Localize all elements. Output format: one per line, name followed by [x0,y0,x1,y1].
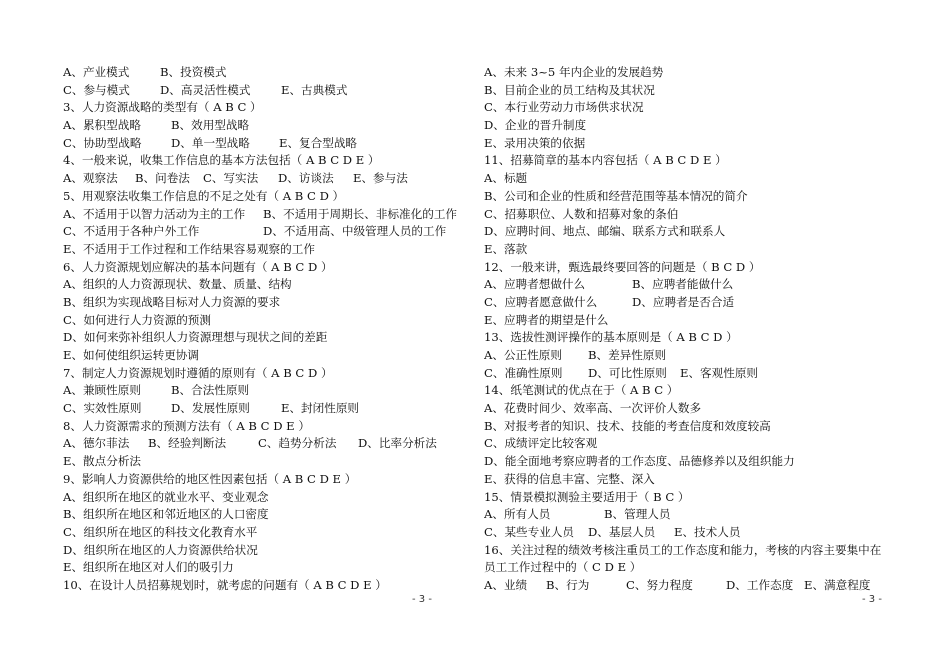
option-item: A、所有人员 [484,507,551,522]
option-item: B、应聘者能做什么 [632,277,734,292]
text-line: 8、人力资源需求的预测方法有（ A B C D E ） [63,418,310,433]
left-column-line [63,276,473,294]
text-line: 10、在设计人员招募规划时，就考虑的问题有（ A B C D E ） [63,577,387,592]
text-line: A、组织所在地区的就业水平、变业观念 [63,489,269,504]
text-line: 4、一般来说，收集工作信息的基本方法包括（ A B C D E ） [63,153,380,168]
text-line: E、散点分析法 [63,454,142,469]
text-line: 13、选拔性测评操作的基本原则是（ A B C D ） [484,330,738,345]
right-column-line [484,418,894,436]
text-line: A、未来 3~5 年内企业的发展趋势 [484,65,664,79]
text-line: B、公司和企业的性质和经营范围等基本情况的简介 [484,188,748,203]
right-column-line [484,188,894,206]
left-column-line [63,170,473,188]
option-item: D、访谈法 [278,171,334,186]
right-column-line [484,435,894,453]
option-item: C、实效性原则 [63,401,142,416]
option-item: A、公正性原则 [484,348,562,362]
option-item: C、某些专业人员 [484,524,575,539]
option-item: B、差异性原则 [588,348,667,362]
text-line: 3、人力资源战略的类型有（ A B C ） [63,100,262,115]
right-column-line [484,152,894,170]
text-line: C、本行业劳动力市场供求状况 [484,100,644,115]
option-item: B、问卷法 [135,171,190,186]
text-line: E、应聘者的期望是什么 [484,312,609,327]
text-line: B、目前企业的员工结构及其状况 [484,82,655,97]
left-column-line [63,382,473,400]
right-column-line [484,329,894,347]
right-column-line [484,294,894,312]
text-line: B、对报考者的知识、技术、技能的考查信度和效度较高 [484,418,771,433]
option-item: E、技术人员 [674,524,741,539]
text-line: E、获得的信息丰富、完整、深入 [484,471,655,486]
text-line: 14、纸笔测试的优点在于（ A B C ） [484,383,679,398]
left-column-line [63,99,473,117]
text-line: 7、制定人力资源规划时遵循的原则有（ A B C D ） [63,365,333,380]
option-item: C、趋势分析法 [258,436,337,451]
right-column-line [484,82,894,100]
text-line: C、如何进行人力资源的预测 [63,312,211,327]
left-column-line [63,294,473,312]
right-column [484,64,894,595]
option-item: B、合法性原则 [171,383,250,398]
option-item: E、参与法 [353,171,408,186]
right-column-line [484,170,894,188]
right-column-line [484,506,894,524]
left-column-line [63,312,473,330]
option-item: B、不适用于周期长、非标准化的工作 [263,206,458,221]
text-line: 员工工作过程中的（ C D E ） [484,560,642,575]
right-column-line [484,259,894,277]
left-column-line [63,435,473,453]
right-column-line [484,99,894,117]
text-line: D、应聘时间、地点、邮编、联系方式和联系人 [484,224,726,239]
left-column-line [63,135,473,153]
text-line: D、如何来弥补组织人力资源理想与现状之间的差距 [63,330,328,345]
option-item: D、比率分析法 [358,436,437,451]
text-line: 16、关注过程的绩效考核注重员工的工作态度和能力，考核的内容主要集中在 [484,542,882,557]
right-column-line [484,382,894,400]
text-line: A、花费时间少、效率高、一次评价人数多 [484,401,702,416]
text-line: A、标题 [484,171,528,186]
option-item: D、高灵活性模式 [160,82,251,97]
left-column-line [63,223,473,241]
right-column-line [484,206,894,224]
option-item: B、效用型战略 [171,118,250,133]
option-item: D、不适用高、中级管理人员的工作 [263,224,447,239]
option-item: D、发展性原则 [171,401,250,416]
right-column-line [484,524,894,542]
text-line: 12、一般来讲，甄选最终要回答的问题是（ B C D ） [484,259,761,274]
option-item: B、经验判断法 [148,436,227,451]
right-column-line [484,276,894,294]
text-line: 11、招募简章的基本内容包括（ A B C D E ） [484,153,727,168]
right-column-line [484,489,894,507]
right-column-line [484,347,894,365]
left-column-line [63,365,473,383]
left-column [63,64,473,595]
text-line: D、企业的晋升制度 [484,118,587,133]
text-line: E、录用决策的依据 [484,135,586,150]
text-line: C、成绩评定比较客观 [484,436,598,451]
right-column-line [484,453,894,471]
option-item: A、不适用于以智力活动为主的工作 [63,206,246,221]
left-column-line [63,347,473,365]
text-line: E、不适用于工作过程和工作结果容易观察的工作 [63,241,315,256]
option-item: B、行为 [546,577,590,592]
option-item: D、可比性原则 [588,365,667,380]
right-column-line [484,559,894,577]
right-page-number: - 3 - [862,594,882,605]
left-column-line [63,524,473,542]
left-column-line [63,64,473,82]
left-column-line [63,542,473,560]
option-item: C、协助型战略 [63,135,142,150]
right-column-line [484,577,894,595]
option-item: C、准确性原则 [484,365,563,380]
option-item: E、封闭性原则 [281,401,360,416]
text-line: B、组织为实现战略目标对人力资源的要求 [63,294,281,309]
option-item: A、观察法 [63,171,118,186]
option-item: D、单一型战略 [171,135,250,150]
left-page-number: - 3 - [412,594,432,605]
right-column-line [484,135,894,153]
option-item: A、产业模式 [63,65,130,79]
right-column-line [484,117,894,135]
option-item: E、古典模式 [281,82,348,97]
option-item: D、应聘者是否合适 [632,294,735,309]
left-column-line [63,471,473,489]
left-column-line [63,329,473,347]
right-column-line [484,400,894,418]
right-column-line [484,223,894,241]
option-item: D、工作态度 [726,577,794,592]
right-column-line [484,64,894,82]
option-item: C、参与模式 [63,82,130,97]
option-item: B、投资模式 [160,65,227,79]
text-line: 6、人力资源规划应解决的基本问题有（ A B C D ） [63,259,333,274]
option-item: C、努力程度 [626,577,693,592]
right-column-line [484,312,894,330]
left-column-line [63,206,473,224]
left-column-line [63,117,473,135]
option-item: A、业绩 [484,577,528,592]
option-item: C、写实法 [203,171,259,186]
right-column-line [484,471,894,489]
option-item: A、应聘者想做什么 [484,277,586,292]
text-line: C、组织所在地区的科技文化教育水平 [63,524,258,539]
text-line: C、招募职位、人数和招募对象的条伯 [484,206,679,221]
option-item: E、满意程度 [804,577,871,592]
text-line: A、组织的人力资源现状、数量、质量、结构 [63,277,292,292]
text-line: E、组织所在地区对人们的吸引力 [63,560,234,575]
text-line: B、组织所在地区和邻近地区的人口密度 [63,507,269,522]
left-column-line [63,152,473,170]
option-item: C、不适用于各种户外工作 [63,224,200,239]
option-item: A、兼顾性原则 [63,383,141,398]
left-column-line [63,577,473,595]
right-column-line [484,365,894,383]
option-item: E、复合型战略 [279,135,358,150]
left-column-line [63,506,473,524]
text-line: 9、影响人力资源供给的地区性因素包括（ A B C D E ） [63,471,357,486]
left-column-line [63,82,473,100]
left-column-line [63,453,473,471]
text-line: D、能全面地考察应聘者的工作态度、品德修养以及组织能力 [484,454,795,469]
left-column-line [63,188,473,206]
text-line: D、组织所在地区的人力资源供给状况 [63,542,258,557]
text-line: E、如何使组织运转更协调 [63,348,199,362]
right-column-line [484,241,894,259]
left-column-line [63,400,473,418]
option-item: D、基层人员 [588,524,656,539]
left-column-line [63,418,473,436]
option-item: E、客观性原则 [680,365,759,380]
right-column-line [484,542,894,560]
left-column-line [63,241,473,259]
text-line: E、落款 [484,241,528,256]
text-line: 5、用观察法收集工作信息的不足之处有（ A B C D ） [63,188,345,203]
left-column-line [63,259,473,277]
left-column-line [63,559,473,577]
text-line: 15、情景模拟测验主要适用于（ B C ） [484,489,690,504]
left-column-line [63,489,473,507]
option-item: A、累积型战略 [63,118,141,133]
option-item: B、管理人员 [604,507,671,522]
option-item: C、应聘者愿意做什么 [484,294,598,309]
option-item: A、德尔菲法 [63,436,130,451]
